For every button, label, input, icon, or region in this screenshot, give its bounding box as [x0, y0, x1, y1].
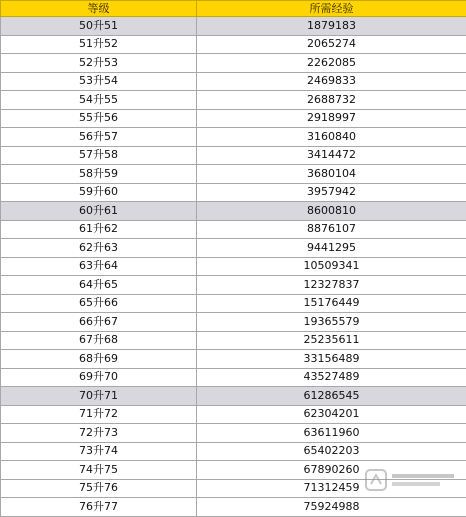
level-cell: 52升53: [1, 54, 197, 73]
exp-cell: 8876107: [197, 220, 466, 239]
level-cell: 76升77: [1, 498, 197, 517]
table-row: [1, 498, 466, 517]
exp-cell: 67890260: [197, 461, 466, 480]
level-cell: 64升65: [1, 276, 197, 295]
table-row: [1, 35, 466, 54]
table-row: [1, 405, 466, 424]
table-row: [1, 479, 466, 498]
table-row: [1, 442, 466, 461]
header-row: [1, 1, 466, 17]
column-header-level: 等级: [1, 1, 197, 17]
level-cell: 53升54: [1, 72, 197, 91]
exp-cell: 61286545: [197, 387, 466, 406]
level-cell: 59升60: [1, 183, 197, 202]
table-row: [1, 54, 466, 73]
exp-cell: 2688732: [197, 91, 466, 110]
table-row: [1, 202, 466, 221]
level-cell: 61升62: [1, 220, 197, 239]
exp-cell: 15176449: [197, 294, 466, 313]
table-row: [1, 331, 466, 350]
table-row: [1, 17, 466, 36]
table-row: [1, 350, 466, 369]
level-cell: 65升66: [1, 294, 197, 313]
level-cell: 57升58: [1, 146, 197, 165]
exp-cell: 43527489: [197, 368, 466, 387]
exp-cell: 19365579: [197, 313, 466, 332]
table-row: [1, 109, 466, 128]
table-row: [1, 183, 466, 202]
table-row: [1, 257, 466, 276]
level-cell: 51升52: [1, 35, 197, 54]
exp-cell: 1879183: [197, 17, 466, 36]
level-cell: 73升74: [1, 442, 197, 461]
exp-cell: 33156489: [197, 350, 466, 369]
exp-cell: 2262085: [197, 54, 466, 73]
table-row: [1, 72, 466, 91]
level-cell: 71升72: [1, 405, 197, 424]
table-row: [1, 424, 466, 443]
level-cell: 60升61: [1, 202, 197, 221]
exp-cell: 3160840: [197, 128, 466, 147]
level-cell: 75升76: [1, 479, 197, 498]
table-row: [1, 387, 466, 406]
level-cell: 63升64: [1, 257, 197, 276]
exp-cell: 65402203: [197, 442, 466, 461]
table-row: [1, 294, 466, 313]
table-body: [1, 17, 466, 517]
exp-cell: 3414472: [197, 146, 466, 165]
table-row: [1, 146, 466, 165]
level-cell: 58升59: [1, 165, 197, 184]
exp-cell: 2918997: [197, 109, 466, 128]
column-header-exp: 所需经验: [197, 1, 466, 17]
level-cell: 67升68: [1, 331, 197, 350]
level-cell: 70升71: [1, 387, 197, 406]
level-cell: 50升51: [1, 17, 197, 36]
exp-cell: 3680104: [197, 165, 466, 184]
table-row: [1, 368, 466, 387]
level-cell: 54升55: [1, 91, 197, 110]
exp-cell: 62304201: [197, 405, 466, 424]
table-row: [1, 128, 466, 147]
exp-cell: 12327837: [197, 276, 466, 295]
level-cell: 55升56: [1, 109, 197, 128]
exp-cell: 9441295: [197, 239, 466, 258]
level-cell: 74升75: [1, 461, 197, 480]
table-row: [1, 239, 466, 258]
exp-cell: 2065274: [197, 35, 466, 54]
exp-cell: 63611960: [197, 424, 466, 443]
level-cell: 66升67: [1, 313, 197, 332]
exp-cell: 75924988: [197, 498, 466, 517]
table-row: [1, 276, 466, 295]
table-row: [1, 91, 466, 110]
level-cell: 69升70: [1, 368, 197, 387]
table-row: [1, 220, 466, 239]
exp-cell: 10509341: [197, 257, 466, 276]
exp-cell: 2469833: [197, 72, 466, 91]
level-cell: 68升69: [1, 350, 197, 369]
level-cell: 62升63: [1, 239, 197, 258]
level-cell: 56升57: [1, 128, 197, 147]
exp-cell: 8600810: [197, 202, 466, 221]
exp-cell: 25235611: [197, 331, 466, 350]
level-cell: 72升73: [1, 424, 197, 443]
exp-cell: 3957942: [197, 183, 466, 202]
table-row: [1, 461, 466, 480]
exp-cell: 71312459: [197, 479, 466, 498]
table-row: [1, 165, 466, 184]
table-row: [1, 313, 466, 332]
